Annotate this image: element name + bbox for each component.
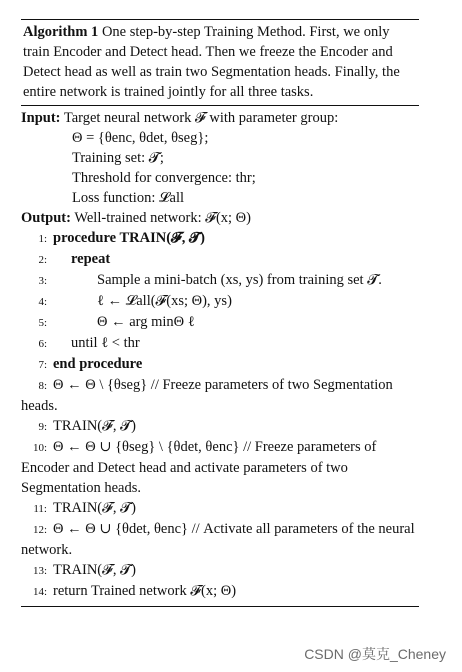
line-number: 14: bbox=[32, 586, 47, 598]
step-text: Θ ← Θ \ {θseg} // Freeze parameters of two Segmentation heads. bbox=[21, 377, 393, 414]
step-text: Sample a mini-batch (xs, ys) from training set 𝓣. bbox=[97, 272, 382, 288]
output-line bbox=[21, 208, 419, 228]
step-7 bbox=[21, 354, 419, 375]
step-text: Θ ← Θ ∪ {θseg} \ {θdet, θenc} // Freeze parameters of Encoder and Detect head and activate parameters of two Segmentation heads. bbox=[21, 439, 377, 496]
step-text: TRAIN(𝓕, 𝓣) bbox=[53, 562, 137, 578]
output-text: Well-trained network: 𝓕(x; Θ) bbox=[74, 210, 251, 226]
step-3 bbox=[21, 270, 419, 291]
step-text: end procedure bbox=[53, 356, 143, 372]
step-8 bbox=[21, 375, 419, 416]
input-item-line bbox=[21, 148, 419, 168]
line-number: 6: bbox=[38, 338, 47, 350]
step-2 bbox=[21, 249, 419, 270]
step-4 bbox=[21, 291, 419, 312]
algorithm-label: Algorithm 1 bbox=[23, 24, 99, 40]
watermark: CSDN @莫克_Cheney bbox=[304, 646, 446, 662]
line-number: 11: bbox=[33, 503, 47, 515]
step-11 bbox=[21, 498, 419, 519]
line-number: 7: bbox=[38, 359, 47, 371]
line-number: 13: bbox=[32, 565, 47, 577]
input-item-0: Target neural network 𝓕 with parameter group: bbox=[63, 110, 339, 126]
step-5 bbox=[21, 312, 419, 333]
line-number: 1: bbox=[38, 233, 47, 245]
input-item-1: Θ = {θenc, θdet, θseg}; bbox=[72, 130, 209, 146]
step-6 bbox=[21, 333, 419, 354]
line-number: 5: bbox=[38, 317, 47, 329]
step-text: Θ ← arg minΘ ℓ bbox=[97, 314, 195, 330]
step-14 bbox=[21, 581, 419, 602]
step-text: until ℓ < thr bbox=[71, 335, 140, 351]
bottom-rule bbox=[21, 606, 419, 607]
input-item-4: Loss function: 𝓛all bbox=[72, 190, 185, 206]
step-text: TRAIN(𝓕, 𝓣) bbox=[53, 500, 137, 516]
line-number: 4: bbox=[38, 296, 47, 308]
input-item-3: Threshold for convergence: thr; bbox=[72, 170, 256, 186]
line-number: 12: bbox=[32, 524, 47, 536]
input-line bbox=[21, 108, 419, 128]
input-item-2: Training set: 𝓣; bbox=[72, 150, 164, 166]
input-label: Input: bbox=[21, 110, 61, 126]
step-text: Θ ← Θ ∪ {θdet, θenc} // Activate all parameters of the neural network. bbox=[21, 521, 415, 558]
algorithm-caption bbox=[21, 20, 419, 105]
input-item-line bbox=[21, 128, 419, 148]
step-text: return Trained network 𝓕(x; Θ) bbox=[53, 583, 237, 599]
step-12 bbox=[21, 519, 419, 560]
input-item-line bbox=[21, 168, 419, 188]
step-1 bbox=[21, 228, 419, 249]
output-label: Output: bbox=[21, 210, 71, 226]
line-number: 10: bbox=[32, 442, 47, 454]
line-number: 9: bbox=[38, 421, 47, 433]
algorithm-caption-text: One step-by-step Training Method. First, we only train Encoder and Detect head. Then we freeze the Encoder and Detect head as well as train two Segmentation heads. Finally, the entire network is trained jointly for all three tasks. bbox=[23, 24, 400, 100]
step-10 bbox=[21, 437, 419, 498]
step-text: procedure TRAIN(𝓕, 𝓣) bbox=[53, 230, 205, 246]
line-number: 2: bbox=[38, 254, 47, 266]
input-item-line bbox=[21, 188, 419, 208]
step-text: ℓ ← 𝓛all(𝓕(xs; Θ), ys) bbox=[97, 293, 232, 309]
algorithm-body bbox=[21, 106, 419, 602]
line-number: 8: bbox=[38, 380, 47, 392]
step-text: TRAIN(𝓕, 𝓣) bbox=[53, 418, 137, 434]
algorithm-box bbox=[21, 19, 419, 607]
step-9 bbox=[21, 416, 419, 437]
line-number: 3: bbox=[38, 275, 47, 287]
step-text: repeat bbox=[71, 251, 111, 267]
step-13 bbox=[21, 560, 419, 581]
